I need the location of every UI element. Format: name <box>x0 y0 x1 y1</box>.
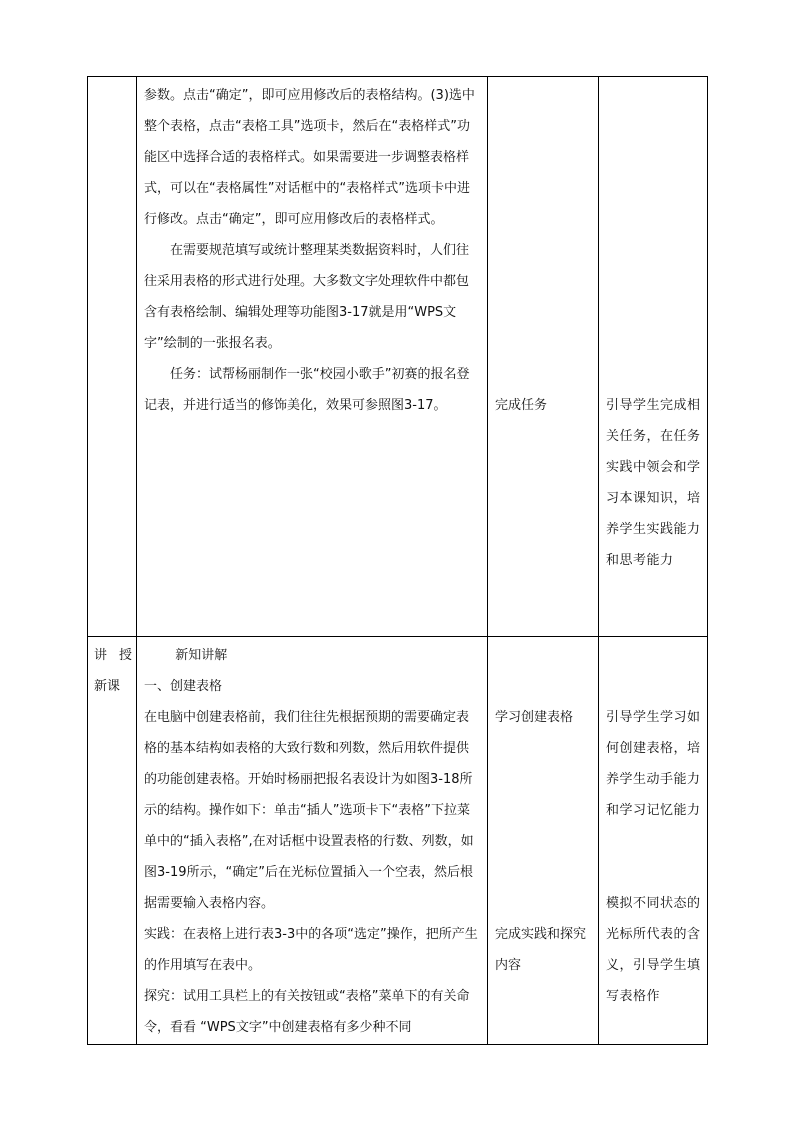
content-cell <box>137 77 488 637</box>
student-activity-cell <box>488 77 599 637</box>
stage-cell <box>88 637 137 1045</box>
design-intent-text: 模拟不同状态的光标所代表的含义，引导学生填写表格作 <box>606 896 701 1004</box>
student-activity-text: 学习创建表格 <box>495 710 574 725</box>
design-intent-text: 引导学生学习如何创建表格，培养学生动手能力和学习记忆能力 <box>606 710 701 818</box>
content-paragraph: 实践：在表格上进行表3-3中的各项“选定”操作，把所产生的作用填写在表中。 <box>144 927 478 973</box>
content-paragraph: 在需要规范填写或统计整理某类数据资料时，人们往往采用表格的形式进行处理。大多数文字处理软件中都包含有表格绘制、编辑处理等功能图3-17就是用“WPS文字”绘制的一张报名表。 <box>144 243 470 351</box>
content-paragraph: 在电脑中创建表格前，我们往往先根据预期的需要确定表格的基本结构如表格的大致行数和列数，然后用软件提供的功能创建表格。开始时杨丽把报名表设计为如图3-18所示的结构。操作如下：单击“插人”选项卡下“表格”下拉菜单中的“插入表格”,在对话框中设置表格的行数、列数，如图3-19所示，“确定”后在光标位置插入一个空表，然后根据需要输入表格内容。 <box>144 710 474 911</box>
design-intent-cell <box>599 77 708 637</box>
content-paragraph: 探究：试用工具栏上的有关按钮或“表格”菜单下的有关命令，看看 “WPS文字”中创建表格有多少种不同 <box>144 989 470 1035</box>
content-cell <box>137 637 488 1045</box>
design-intent-cell <box>599 637 708 1045</box>
content-paragraph: 任务：试帮杨丽制作一张“校园小歌手”初赛的报名登记表，并进行适当的修饰美化，效果可参照图3-17。 <box>144 367 470 413</box>
stage-label: 讲授新课 <box>94 648 132 694</box>
stage-cell <box>88 77 137 637</box>
student-activity-cell <box>488 637 599 1045</box>
student-activity-text: 完成任务 <box>495 398 548 413</box>
table-row <box>88 77 708 637</box>
table-row <box>88 637 708 1045</box>
lesson-plan-table <box>87 76 708 1045</box>
content-paragraph: 参数。点击“确定”，即可应用修改后的表格结构。(3)选中整个表格，点击“表格工具”选项卡，然后在“表格样式”功能区中选择合适的表格样式。如果需要进一步调整表格样式，可以在“表格属性”对话框中的“表格样式”选项卡中进行修改。点击“确定”，即可应用修改后的表格样式。 <box>144 88 475 227</box>
section-heading: 新知讲解 <box>175 648 228 663</box>
section-subheading: 一、创建表格 <box>144 679 223 694</box>
student-activity-text: 完成实践和探究内容 <box>495 927 587 973</box>
design-intent-text: 引导学生完成相关任务，在任务实践中领会和学习本课知识，培养学生实践能力和思考能力 <box>606 398 701 568</box>
